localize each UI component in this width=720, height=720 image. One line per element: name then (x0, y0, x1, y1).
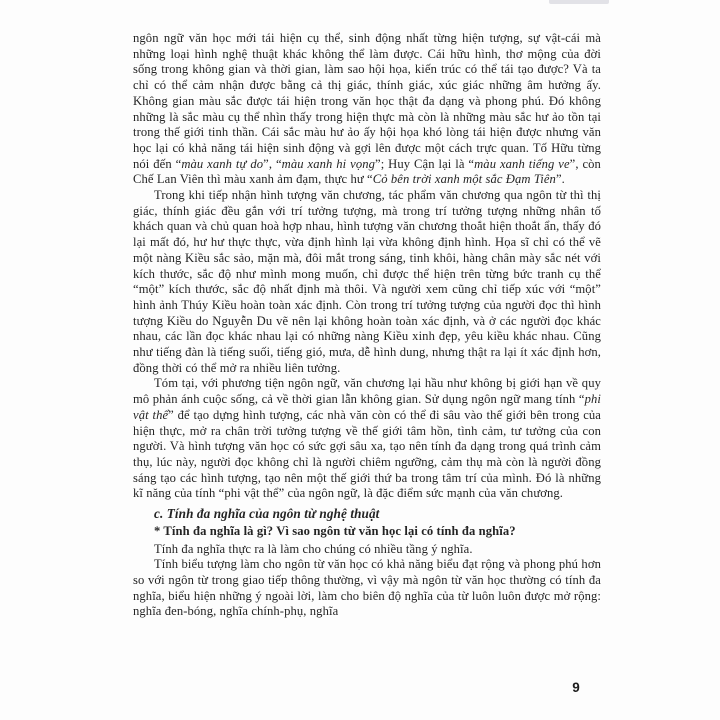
page-number: 9 (572, 680, 580, 695)
paragraph: Tóm tại, với phương tiện ngôn ngữ, văn chương lại hầu như không bị giới hạn về quy mô phản ánh cuộc sống, cả về thời gian lẫn không gian. Sử dụng ngôn ngữ mang tính “phi vật thể” để tạo dựng hình tượng, các nhà văn còn có thể đi sâu vào thế giới bên trong của hiện thực, mở ra chân trời tưởng tượng về thế giới tâm hồn, tình cảm, tư tưởng của con người. Và hình tượng văn học có sức gợi sâu xa, tạo nên tính đa dạng trong quá trình cảm thụ, lúc này, người đọc không chỉ là người chiêm ngưỡng, cảm thụ mà còn là người đồng sáng tạo các hình tượng, tạo nên một thế giới thứ ba trong tâm trí của mình. Đó là những kĩ năng của tính “phi vật thể” của ngôn ngữ, là đặc điểm sức mạnh của văn chương. (133, 376, 601, 501)
emphasized-text: màu xanh hi vọng (281, 156, 376, 171)
emphasized-text: Cỏ bên trời xanh một sắc Đạm Tiên (372, 172, 556, 187)
paragraph: Tính đa nghĩa thực ra là làm cho chúng có nhiều tầng ý nghĩa. (154, 541, 473, 556)
page-text-block (133, 31, 601, 620)
question-line: * Tính đa nghĩa là gì? Vì sao ngôn từ văn học lại có tính đa nghĩa? (154, 523, 516, 538)
paragraph-continuation: ngôn ngữ văn học mới tái hiện cụ thể, sinh động nhất từng hiện tượng, sự vật-cái mà những loại hình nghệ thuật khác không thể làm được. Cái hữu hình, thơ mộng của đời sống trong không gian và thời gian, làm sao hội họa, kiến trúc có thể tái tạo được? Và ta chỉ có thể cảm nhận được bằng cả thị giác, thính giác, xúc giác những âm hưởng ấy. Không gian màu sắc được tái hiện trong văn học thật đa dạng và phong phú. Đó không những là sắc màu cụ thể nhìn thấy trong hiện thực mà còn là những màu sắc hư ảo tồn tại trong thế giới tinh thần. Cái sắc màu hư ảo ấy hội họa khó lòng tái hiện được nhưng văn học lại có khả năng tái hiện sinh động và gợi lên được một cách trực quan. Tố Hữu từng nói đến “màu xanh tự do”, “màu xanh hi vọng”; Huy Cận lại là “màu xanh tiếng ve”, còn Chế Lan Viên thì màu xanh ảm đạm, thực hư “Cỏ bên trời xanh một sắc Đạm Tiên”. (133, 31, 601, 187)
emphasized-text: màu xanh tự do (181, 156, 264, 171)
paragraph: Tính biểu tượng làm cho ngôn từ văn học có khả năng biểu đạt rộng và phong phú hơn so với ngôn từ trong giao tiếp thông thường, vì vậy mà ngôn từ văn học thường có tính đa nghĩa, biểu hiện những ý ngoài lời, làm cho biên độ nghĩa của từ luôn luôn được mở rộng: nghĩa đen-bóng, nghĩa chính-phụ, nghĩa (133, 557, 601, 619)
emphasized-text: màu xanh tiếng ve (474, 156, 570, 171)
paragraph: Trong khi tiếp nhận hình tượng văn chương, tác phẩm văn chương qua ngôn từ thì thị giác, thính giác đều gắn với trí tưởng tượng, mà trong trí tưởng tượng những nhân tố khách quan và chủ quan hoà hợp nhau, hình tượng văn chương thoắt hiện thoắt ẩn, thấy đó lại mất đó, hư hư thực thực, vừa định hình lại vừa không định hình. Họa sĩ chỉ có thể vẽ một nàng Kiều sắc sảo, mặn mà, đôi mắt trong sáng, tinh khôi, hàng chân mày sắc nét với kích thước, sắc độ như mình mong muốn, chỉ được thể hiện trên từng bức tranh cụ thể “một” kích thước, sắc độ nhất định mà thôi. Và người xem cũng chỉ tiếp xúc với “một” hình ảnh Thúy Kiều hoàn toàn xác định. Còn trong trí tưởng tượng của người đọc thì hình tượng Kiều do Nguyễn Du vẽ nên lại không hoàn toàn xác định, và ở các người đọc khác nhau, các lần đọc khác nhau lại có những nàng Kiều xinh đẹp, yêu kiều khác nhau. Cũng như tiếng đàn là tiếng suối, tiếng gió, mưa, dễ hình dung, nhưng thật ra lại ít xác định hơn, đồng thời có thể mở ra nhiều liên tưởng. (133, 188, 601, 375)
scan-artifact-top (549, 0, 609, 4)
section-heading: c. Tính đa nghĩa của ngôn từ nghệ thuật (154, 506, 380, 522)
emphasized-text: phi vật thể (133, 392, 601, 422)
